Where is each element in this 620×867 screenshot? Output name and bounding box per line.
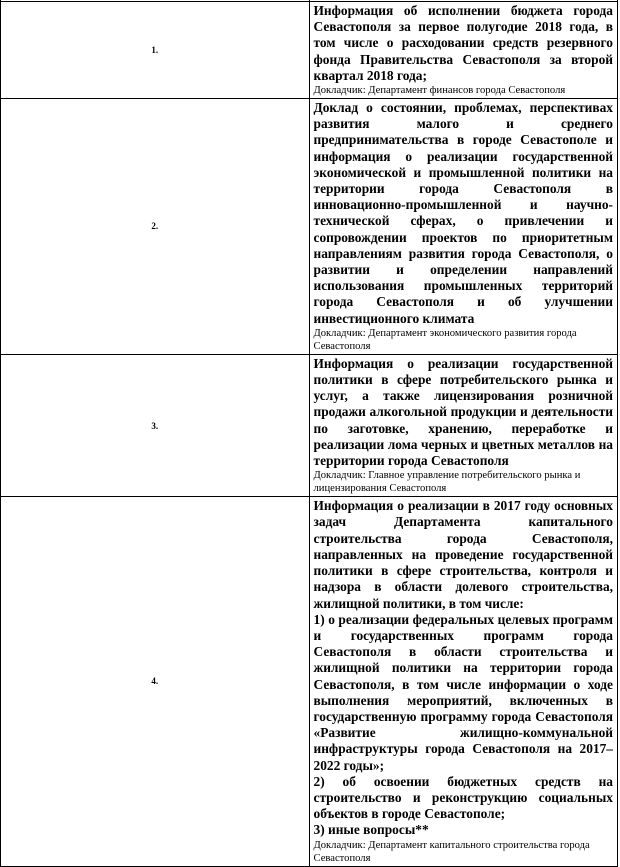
item-speaker: Докладчик: Главное управление потребительского рынка и лицензирования Севастополя — [313, 470, 581, 495]
agenda-item-3 — [1, 354, 618, 496]
item-subitem-3: 3) иные вопросы** — [313, 822, 429, 838]
item-speaker: Докладчик: Департамент капитального строительства города Севастополя — [313, 839, 590, 864]
item-number-cell — [1, 2, 310, 99]
item-subitem-2: 2) об освоении бюджетных средств на строительство и реконструкцию социальных объектов в городе Севастополе; — [313, 773, 613, 822]
item-number-cell — [1, 99, 310, 355]
agenda-item-4 — [1, 497, 618, 866]
item-content-cell — [309, 497, 618, 866]
item-speaker: Докладчик: Департамент финансов города Севастополя — [313, 85, 566, 97]
agenda-item-1 — [1, 2, 618, 99]
item-content-cell — [309, 2, 618, 99]
item-speaker: Докладчик: Департамент экономического развития города Севастополя — [313, 327, 577, 352]
item-title: Доклад о состоянии, проблемах, перспективах развития малого и среднего предпринимательства в городе Севастополе и информация о реализации государственной экономической и промышленной политики на территории города Севастополя в инновационно-промышленной и научно-технической сферах, о привлечении и сопровождении проектов по приоритетным направлениям развития города Севастополя, о развитии и определении направлений использования промышленных территорий города Севастополя и об улучшении инвестиционного климата — [313, 100, 613, 326]
agenda-item-2 — [1, 99, 618, 355]
item-title: Информация о реализации в 2017 году основных задач Департамента капитального строительства города Севастополя, направленных на проведение государственной политики в сфере строительства, контроля и надзора в области долевого строительства, жилищной политики, в том числе: — [313, 498, 613, 611]
item-subitem-1: 1) о реализации федеральных целевых программ и государственных программ города Севастополя в области строительства и жилищной политики на территории города Севастополя, в том числе информации о ходе выполнения мероприятий, включенных в государственную программу города Севастополя «Развитие жилищно-коммунальной инфраструктуры города Севастополя на 2017–2022 годы»; — [313, 611, 613, 773]
item-number: 3. — [151, 420, 159, 431]
item-number: 4. — [151, 676, 159, 687]
item-content-cell — [309, 99, 618, 355]
item-number-cell — [1, 497, 310, 866]
item-number: 1. — [151, 45, 159, 55]
item-number: 2. — [151, 221, 159, 232]
item-title: Информация о реализации государственной политики в сфере потребительского рынка и услуг, а также лицензирования розничной продажи алкогольной продукции и деятельности по заготовке, хранению, переработке и реализации лома черных и цветных металлов на территории города Севастополя — [313, 355, 613, 469]
item-content-cell — [309, 354, 618, 496]
item-title: Информация об исполнении бюджета города Севастополя за первое полугодие 2018 года, в том числе о расходовании средств резервного фонда Правительства Севастополя за второй квартал 2018 года; — [313, 3, 613, 83]
item-number-cell — [1, 354, 310, 496]
